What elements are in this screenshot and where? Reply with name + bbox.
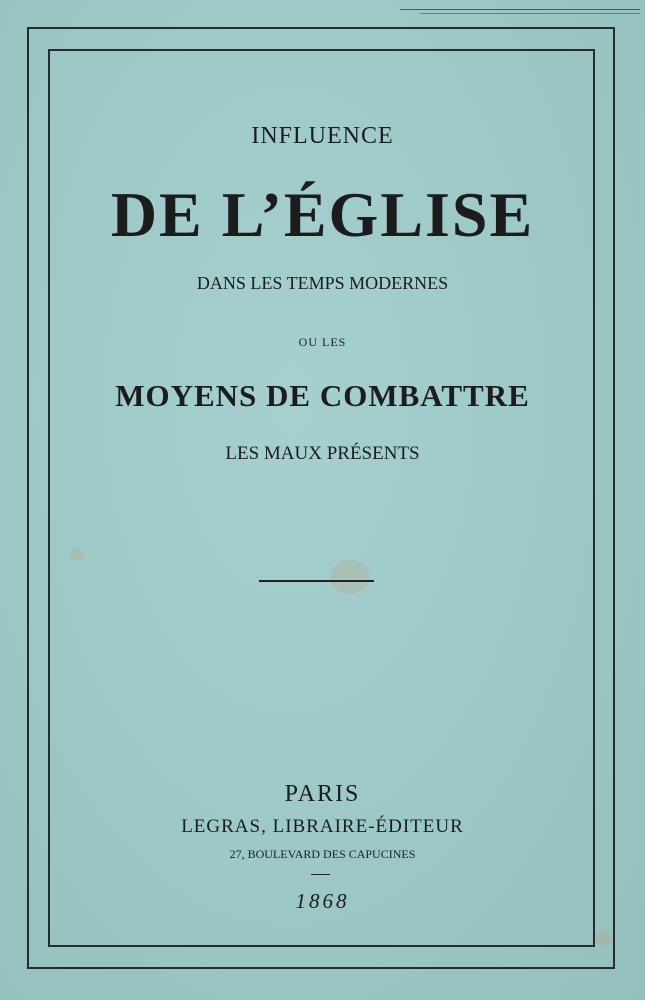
subtitle-ou-les: OU LES xyxy=(298,335,347,349)
foxing-spot xyxy=(595,930,613,946)
foxing-spot xyxy=(70,548,84,560)
title-moyens: MOYENS DE COMBATTRE xyxy=(115,378,530,413)
imprint-address: 27, BOULEVARD DES CAPUCINES xyxy=(229,847,416,861)
top-pencil-line-2 xyxy=(420,13,640,15)
foxing-spot xyxy=(330,560,370,594)
subtitle-temps-modernes: DANS LES TEMPS MODERNES xyxy=(196,273,449,293)
imprint-year: 1868 xyxy=(295,889,350,913)
title-main: DE L’ÉGLISE xyxy=(110,179,535,250)
subtitle-maux-presents: LES MAUX PRÉSENTS xyxy=(225,443,420,464)
title-influence: INFLUENCE xyxy=(251,123,394,149)
imprint-city: PARIS xyxy=(284,781,361,807)
divider-rule xyxy=(259,580,374,582)
imprint-publisher: LEGRAS, LIBRAIRE-ÉDITEUR xyxy=(181,816,464,837)
top-pencil-line xyxy=(400,9,640,11)
small-divider-rule xyxy=(311,874,330,875)
